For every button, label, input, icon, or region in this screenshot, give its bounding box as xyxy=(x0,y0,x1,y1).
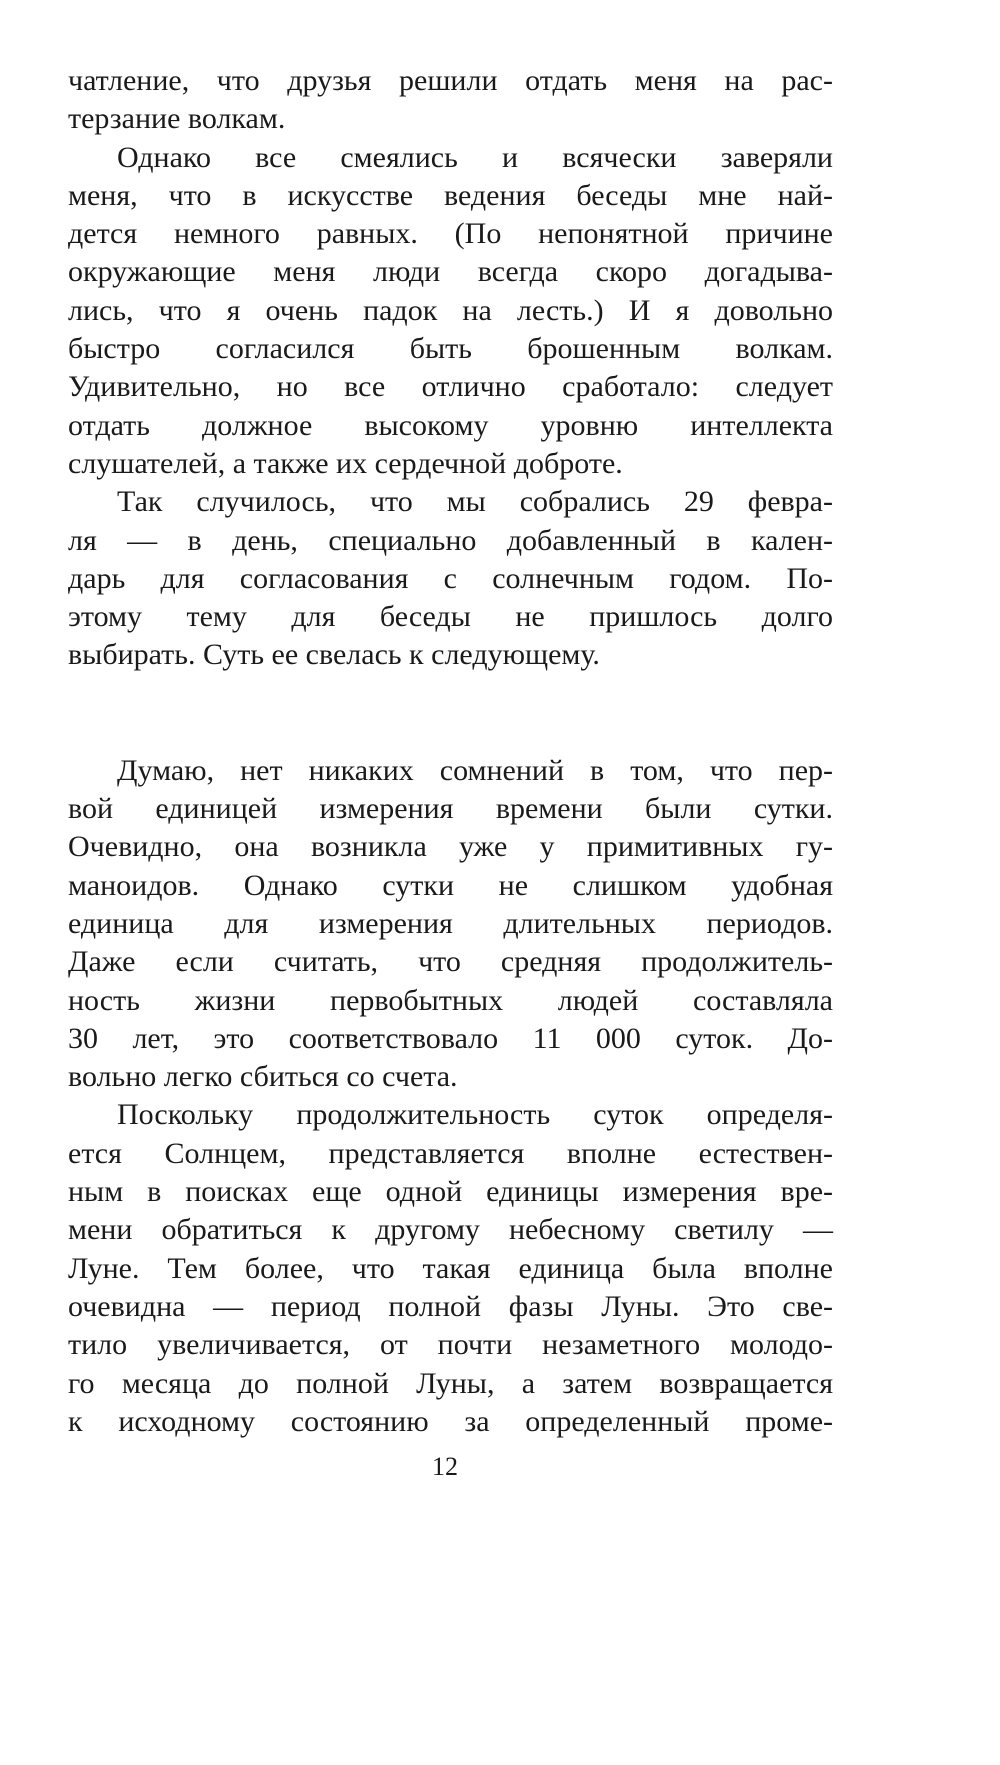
page-number: 12 xyxy=(432,1452,458,1481)
text-line: Однако все смеялись и всячески заверяли xyxy=(117,140,833,174)
text-line: терзание волкам. xyxy=(68,102,286,136)
paragraph xyxy=(68,139,833,484)
text-line: 30 лет, это соответствовало 11 000 суток. До- xyxy=(68,1021,833,1055)
text-line: вой единицей измерения времени были сутки. xyxy=(68,792,833,826)
text-line: мени обратиться к другому небесному светилу — xyxy=(68,1213,833,1247)
text-line: Так случилось, что мы собрались 29 февра- xyxy=(117,485,833,519)
text-line: го месяца до полной Луны, а затем возвращается xyxy=(68,1366,833,1400)
text-line: быстро согласился быть брошенным волкам. xyxy=(68,332,833,366)
text-line: слушателей, а также их сердечной доброте. xyxy=(68,446,623,480)
text-line: дется немного равных. (По непонятной причине xyxy=(68,217,833,251)
book-page xyxy=(68,62,833,1441)
text-block-after-break xyxy=(68,752,833,1441)
text-line: дарь для согласования с солнечным годом. По- xyxy=(68,561,833,595)
text-line: Даже если считать, что средняя продолжитель- xyxy=(68,945,833,979)
text-line: вольно легко сбиться со счета. xyxy=(68,1060,458,1094)
paragraph xyxy=(68,62,833,139)
section-break xyxy=(68,675,833,752)
text-line: Поскольку продолжительность суток определя- xyxy=(117,1098,833,1132)
text-line: ность жизни первобытных людей составляла xyxy=(68,983,833,1017)
text-line: Удивительно, но все отлично сработало: следует xyxy=(68,370,833,404)
text-line: Очевидно, она возникла уже у примитивных гу- xyxy=(68,830,833,864)
text-line: маноидов. Однако сутки не слишком удобная xyxy=(68,868,833,902)
text-line: чатление, что друзья решили отдать меня на рас- xyxy=(68,64,833,97)
text-line: ным в поисках еще одной единицы измерения вре- xyxy=(68,1175,833,1209)
paragraph xyxy=(68,1096,833,1441)
text-line: Думаю, нет никаких сомнений в том, что пер- xyxy=(117,753,833,787)
text-block-before-break xyxy=(68,62,833,675)
text-line: тило увеличивается, от почти незаметного молодо- xyxy=(68,1328,833,1362)
text-line: окружающие меня люди всегда скоро догадыва- xyxy=(68,255,833,289)
text-line: лись, что я очень падок на лесть.) И я довольно xyxy=(68,293,833,327)
paragraph xyxy=(68,483,833,674)
text-line: отдать должное высокому уровню интеллекта xyxy=(68,408,833,442)
text-line: очевидна — период полной фазы Луны. Это све- xyxy=(68,1289,833,1323)
text-line: единица для измерения длительных периодов. xyxy=(68,906,833,940)
text-line: Луне. Тем более, что такая единица была вполне xyxy=(68,1251,833,1285)
text-line: к исходному состоянию за определенный проме- xyxy=(68,1404,833,1438)
paragraph xyxy=(68,752,833,1097)
text-line: ется Солнцем, представляется вполне естествен- xyxy=(68,1136,833,1170)
text-line: выбирать. Суть ее свелась к следующему. xyxy=(68,638,600,672)
text-line: этому тему для беседы не пришлось долго xyxy=(68,600,833,634)
text-line: ля — в день, специально добавленный в кален- xyxy=(68,523,833,557)
text-line: меня, что в искусстве ведения беседы мне най- xyxy=(68,178,833,212)
